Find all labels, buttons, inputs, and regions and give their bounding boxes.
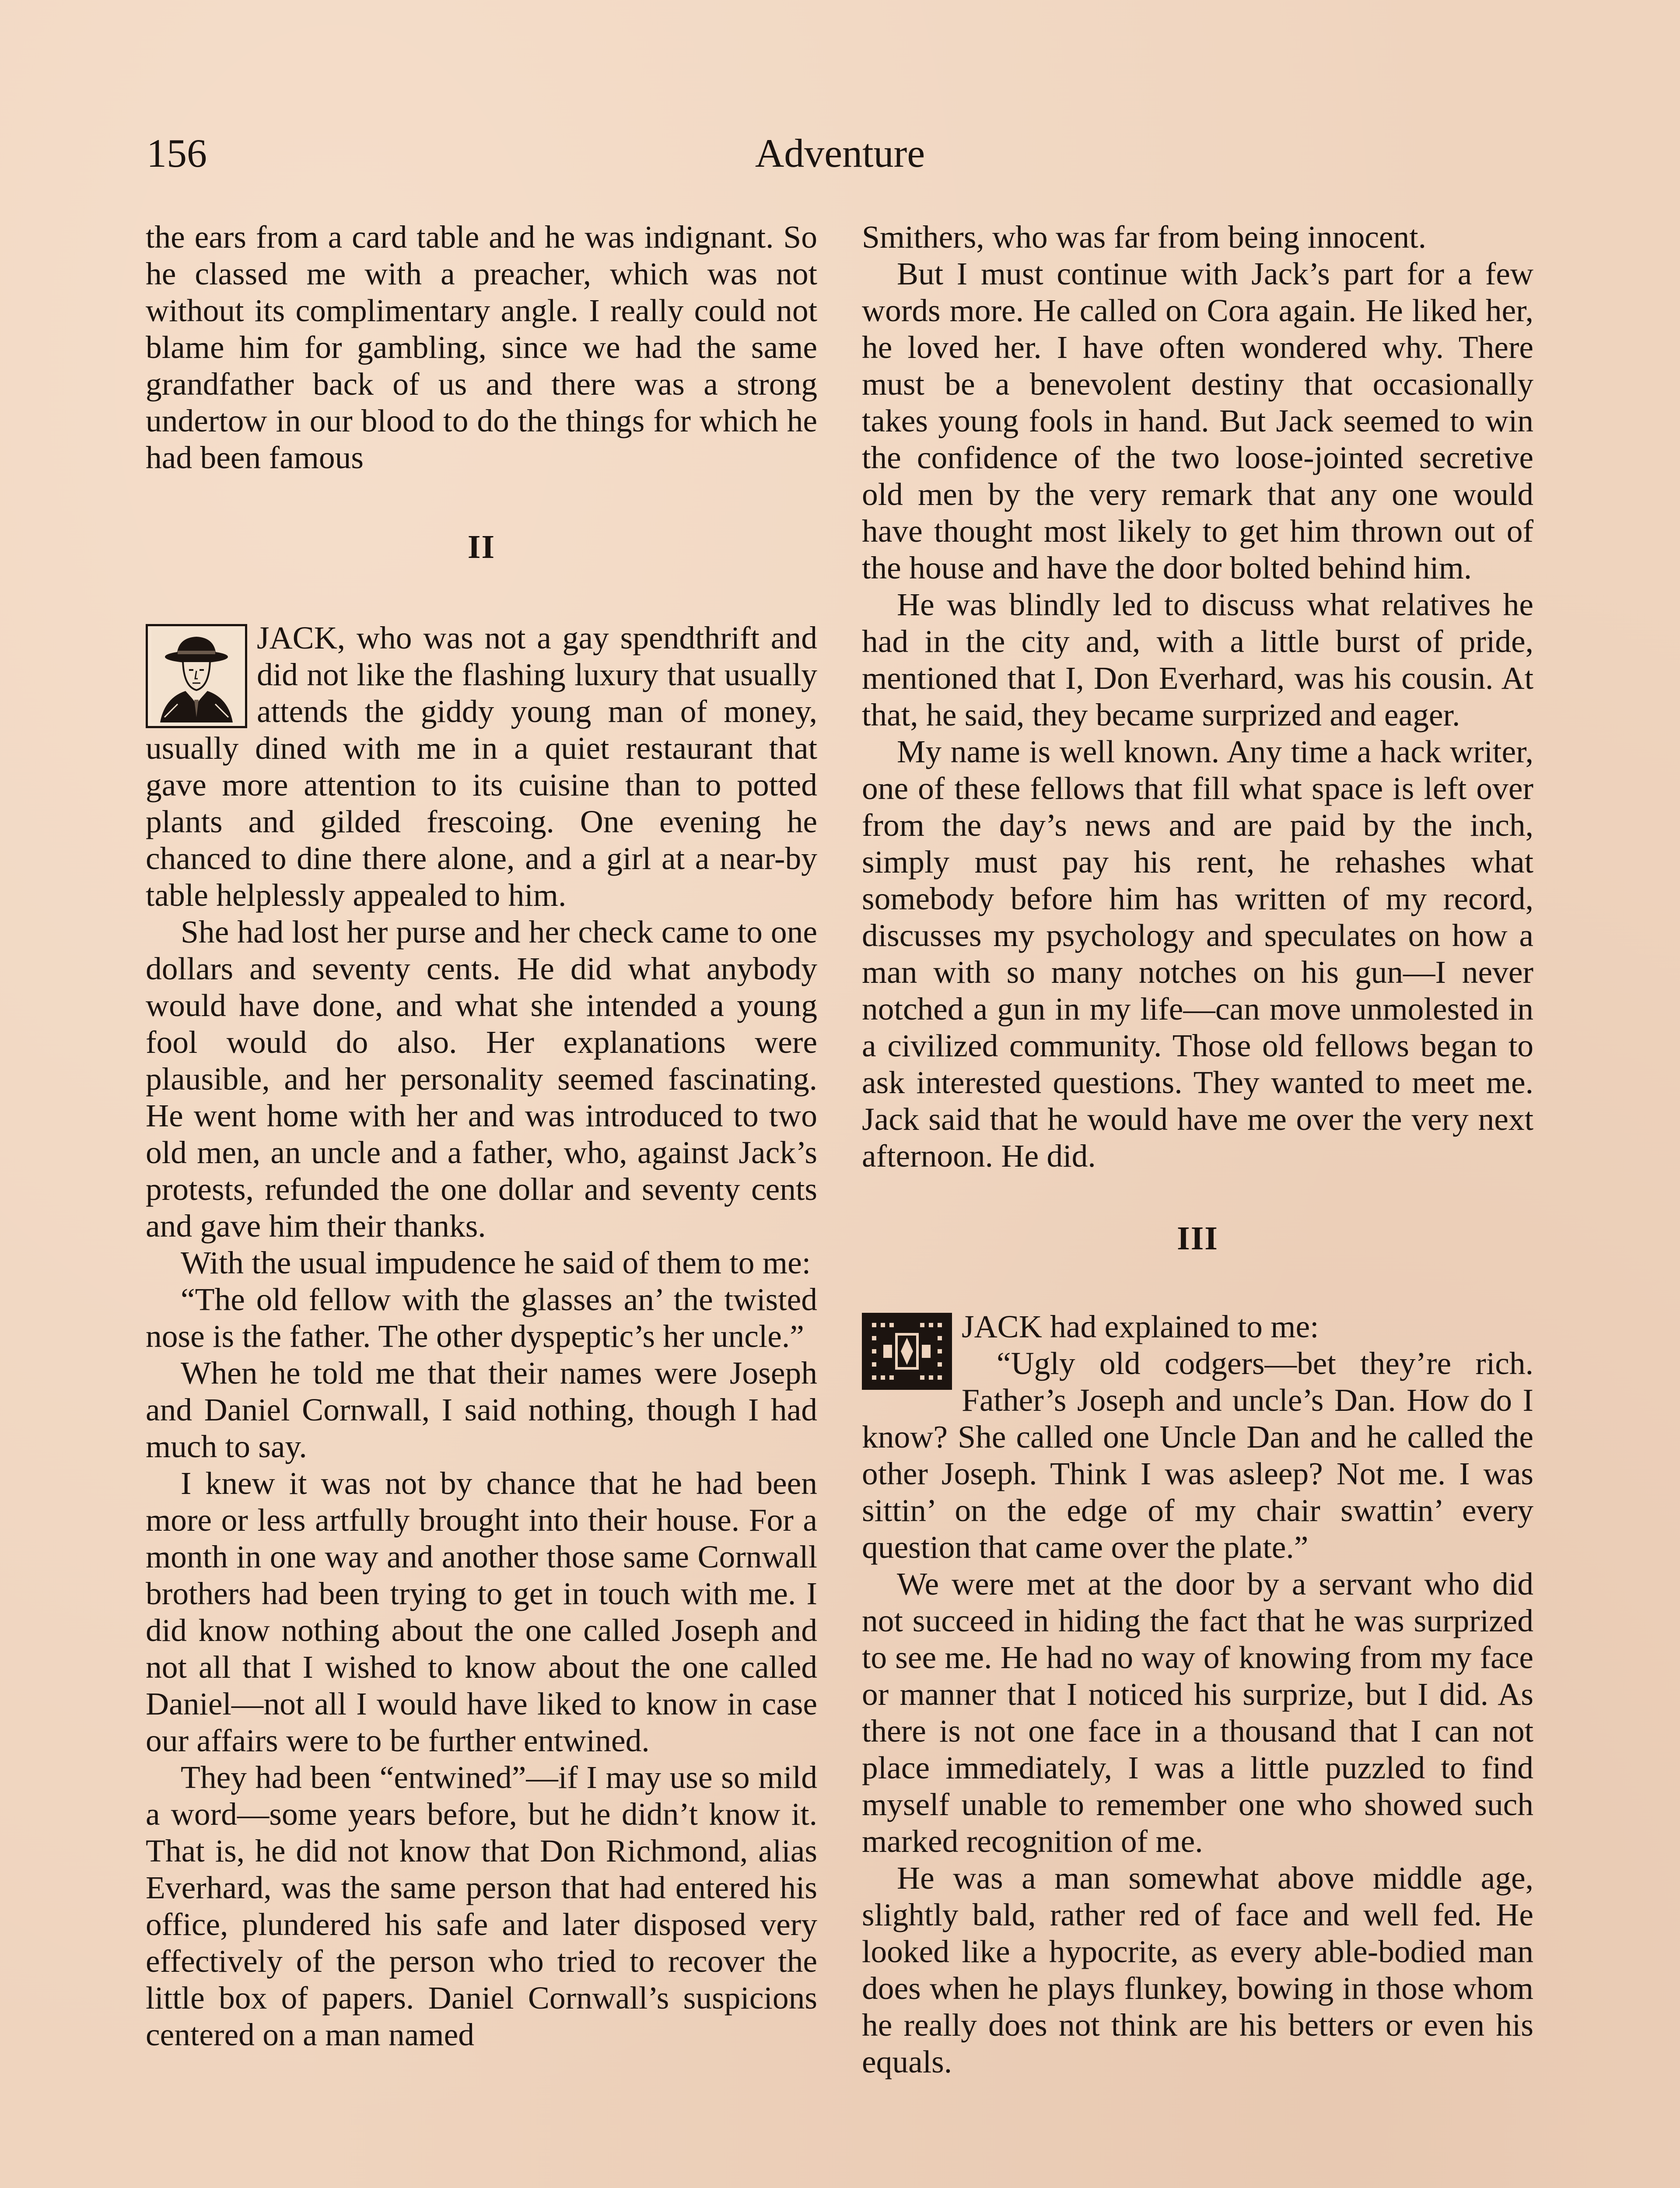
paragraph: “The old fellow with the glasses an’ the twisted nose is the father. The other dyspeptic’s her uncle.” (146, 1282, 817, 1354)
right-column (862, 219, 1533, 2080)
paragraph: Smithers, who was far from being innocent. (862, 219, 1427, 255)
paragraph: I knew it was not by chance that he had been more or less artfully brought into their house. For a month in one way and another those same Cornwall brothers had been trying to get in touch with me. I did know nothing about the one called Joseph and not all that I wished to know about the one called Daniel—not all I would have liked to know in case our affairs were to be further entwined. (146, 1466, 817, 1758)
section-number-ii: II (467, 529, 496, 565)
running-head: Adventure (755, 131, 925, 175)
paragraph: They had been “entwined”—if I may use so mild a word—some years before, but he didn’t know it. That is, he did not know that Don Richmond, alias Everhard, was the same person that had entered his office, plundered his safe and later disposed very effectively of the person who tried to recover the little box of papers. Daniel Cornwall’s suspicions centered on a man named (146, 1760, 817, 2052)
paragraph: He was blindly led to discuss what relatives he had in the city and, with a little burst of pride, mentioned that I, Don Everhard, was his cousin. At that, he said, they became surprized and eager. (862, 587, 1533, 733)
paragraph: We were met at the door by a servant who did not succeed in hiding the fact that he was surprized to see me. He had no way of knowing from my face or manner that I noticed his surprize, but I did. As there is not one face in a thousand that I can not place immediately, I was a little puzzled to find myself unable to remember one who showed such marked recognition of me. (862, 1566, 1533, 1859)
paragraph: When he told me that their names were Joseph and Daniel Cornwall, I said nothing, though I had much to say. (146, 1355, 817, 1464)
paragraph: “Ugly old codgers—bet they’re rich. Father’s Joseph and uncle’s Dan. How do I know? She called one Uncle Dan and he called the other Joseph. Think I was asleep? Not me. I was sittin’ on the edge of my chair swattin’ every question that came over the plate.” (862, 1346, 1533, 1565)
paragraph: He was a man somewhat above middle age, slightly bald, rather red of face and well fed. He looked like a hypocrite, as every able-bodied man does when he plays flunkey, bowing in those whom he really does not think are his betters or even his equals. (862, 1860, 1533, 2079)
paragraph: But I must continue with Jack’s part for a few words more. He called on Cora again. He liked her, he loved her. I have often wondered why. There must be a benevolent destiny that occasionally takes young fools in hand. But Jack seemed to win the confidence of the two loose-jointed secretive old men by the very remark that any one would have thought most likely to get him thrown out of the house and have the door bolted behind him. (862, 256, 1533, 586)
paragraph: With the usual impudence he said of them to me: (181, 1245, 811, 1280)
section-number-iii: III (1177, 1220, 1218, 1257)
paragraph: She had lost her purse and her check came to one dollars and seventy cents. He did what anybody would have done, and what she intended a young fool would do also. Her explanations were plausible, and her personality seemed fascinating. He went home with her and was introduced to two old men, an uncle and a father, who, against Jack’s protests, refunded the one dollar and seventy cents and gave him their thanks. (146, 914, 817, 1244)
man-in-hat-illustration-icon (146, 624, 247, 728)
paragraph-with-illustration: JACK, who was not a gay spendthrift and did not like the flashing luxury that usually attends the giddy young man of money, usually dined with me in a quiet restaurant that gave more attention to its cuisine than to potted plants and gilded frescoing. One evening he chanced to dine there alone, and a girl at a near-by table helplessly appealed to him. (146, 620, 817, 913)
paragraph: the ears from a card table and he was indignant. So he classed me with a preacher, which was not without its complimentary angle. I really could not blame him for gambling, since we had the same grandfather back of us and there was a strong undertow in our blood to do the things for which he had been famous (146, 219, 817, 475)
page-header (147, 127, 1533, 179)
page-number: 156 (147, 131, 207, 175)
paragraph-with-ornament: JACK had explained to me: (862, 1308, 1533, 1345)
paragraph: My name is well known. Any time a hack writer, one of these fellows that fill what space is left over from the day’s news and are paid by the inch, simply must pay his rent, he rehashes what somebody before him has written of my record, discusses my psychology and speculates on how a man with so many notches on his gun—I never notched a gun in my life—can move unmolested in a civilized community. Those old fellows began to ask interested questions. They wanted to meet me. Jack said that he would have me over the very next afternoon. He did. (862, 734, 1533, 1174)
left-column (146, 219, 817, 2053)
ornament-block-icon (862, 1313, 952, 1390)
